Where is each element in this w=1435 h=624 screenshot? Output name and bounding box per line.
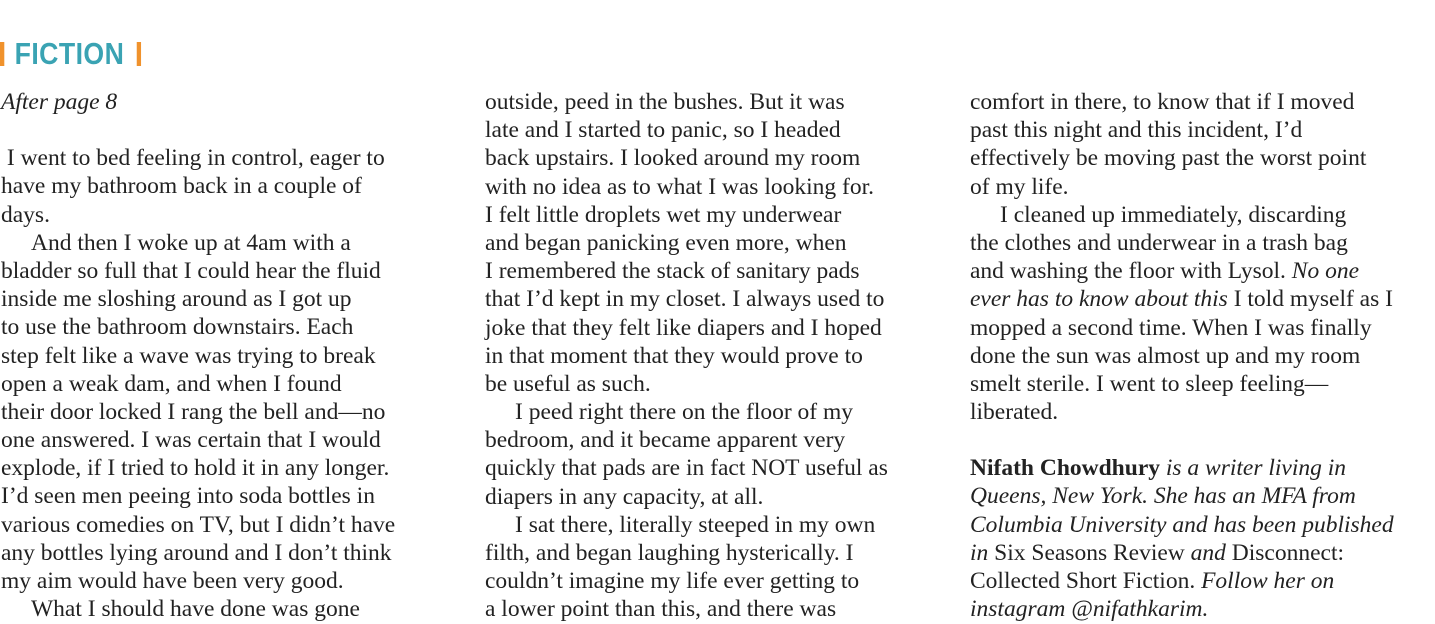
italic-segment: ever has to know about this [970,286,1228,313]
text-line: diapers in any capacity, at all. [485,483,764,510]
text-line: back upstairs. I looked around my room [485,145,861,172]
text-line: days. [1,201,50,228]
text-line: late and I started to panic, so I headed [485,117,841,144]
text-line: bladder so full that I could hear the fluid [1,257,381,284]
text-line: filth, and began laughing hysterically. I [485,540,854,566]
bio-line: Columbia University and has been published [970,511,1394,538]
text-segment: and washing the floor with Lysol. [970,258,1286,285]
text-line: their door locked I rang the bell and—no [1,398,386,425]
text-line: with no idea as to what I was looking for. [485,173,874,200]
italic-segment: in [970,539,995,566]
author-bio [970,454,1394,623]
text-line: smelt sterile. I went to sleep feeling— [970,370,1329,397]
orange-bar-right [136,42,140,66]
text-line: my aim would have been very good. [1,568,344,594]
author-name: Nifath Chowdhury [970,455,1160,482]
text-line: I remembered the stack of sanitary pads [485,258,860,285]
text-line [970,257,1394,285]
text-line: and began panicking even more, when [485,229,847,256]
bio-line: Queens, New York. She has an MFA from [970,483,1356,510]
text-line: be useful as such. [485,370,651,397]
column-3 [970,88,1394,623]
section-header [0,34,141,74]
text-line: to use the bathroom downstairs. Each [1,314,354,341]
text-line: explode, if I tried to hold it in any longer. [1,455,390,482]
publication-title: Disconnect: [1231,539,1345,566]
text-line: past this night and this incident, I’d [970,117,1303,144]
bio-line: instagram @nifathkarim. [970,596,1209,623]
text-line: I cleaned up immediately, discarding [1000,201,1347,228]
text-line: I went to bed feeling in control, eager to [1,145,385,172]
text-line: a lower point than this, and there was [485,596,837,623]
text-line: that I’d kept in my closet. I always used to [485,286,885,313]
text-line: any bottles lying around and I don’t think [1,539,392,566]
text-line: inside me sloshing around as I got up [1,286,352,313]
text-line: I’d seen men peeing into soda bottles in [1,483,375,510]
text-line: mopped a second time. When I was finally [970,314,1372,341]
bio-line [970,539,1394,567]
text-line: comfort in there, to know that if I moved [970,89,1355,115]
text-line: joke that they felt like diapers and I hoped [485,314,882,341]
italic-segment: is a writer living in [1160,455,1347,482]
text-line: various comedies on TV, but I didn’t have [1,511,396,538]
section-label: FICTION [14,36,125,71]
bio-line [970,567,1394,595]
story-subtitle: After page 8 [1,89,118,115]
text-line: bedroom, and it became apparent very [485,427,846,454]
text-line: effectively be moving past the worst point [970,145,1367,172]
text-segment: I told myself as I [1227,286,1393,313]
text-line: What I should have done was gone [31,596,360,623]
column-2 [485,88,888,624]
text-line: one answered. I was certain that I would [1,427,381,454]
text-line: I peed right there on the floor of my [515,399,854,426]
italic-segment: and [1184,539,1232,566]
text-line: quickly that pads are in fact NOT useful as [485,455,888,482]
text-line: I sat there, literally steeped in my own [515,511,876,538]
text-line: step felt like a wave was trying to break [1,342,376,369]
italic-segment: Follow her on [1195,568,1335,594]
text-line: the clothes and underwear in a trash bag [970,229,1348,256]
text-line: open a weak dam, and when I found [1,370,342,397]
publication-title: Collected Short Fiction. [970,568,1196,594]
publication-title: Six Seasons Review [994,539,1185,566]
text-line: done the sun was almost up and my room [970,342,1361,369]
text-line: liberated. [970,399,1059,426]
text-line: of my life. [970,173,1069,200]
text-line: couldn’t imagine my life ever getting to [485,568,860,595]
bio-line [970,454,1394,482]
text-line: have my bathroom back in a couple of [1,173,362,200]
italic-segment: No one [1291,258,1360,285]
text-line: I felt little droplets wet my underwear [485,201,842,228]
orange-bar-left [0,42,4,66]
text-line: And then I woke up at 4am with a [31,229,351,256]
text-line: in that moment that they would prove to [485,342,863,369]
text-line [970,285,1394,313]
text-line: outside, peed in the bushes. But it was [485,89,845,115]
column-1 [1,88,395,623]
